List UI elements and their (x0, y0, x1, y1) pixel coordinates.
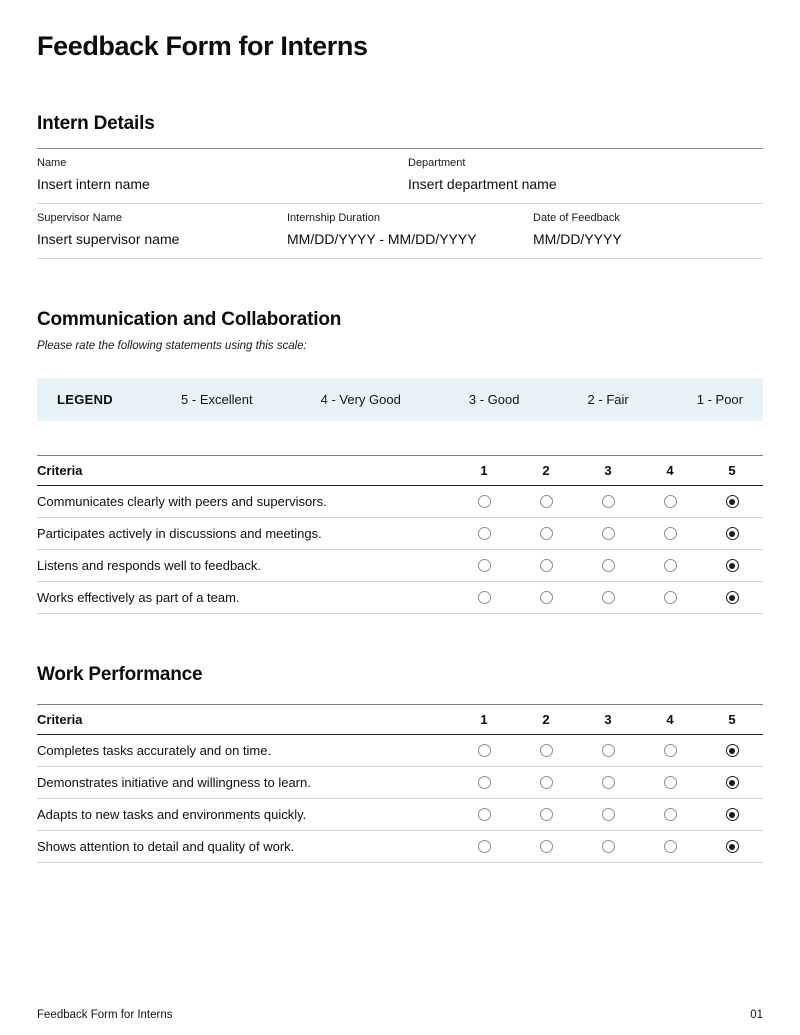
rating-radio-group (453, 495, 763, 508)
table-row (37, 486, 763, 518)
rating-radio-group (453, 808, 763, 821)
legend-item-very-good: 4 - Very Good (320, 392, 401, 407)
criteria-text: Adapts to new tasks and environments quickly. (37, 807, 307, 822)
legend-item-poor: 1 - Poor (696, 392, 743, 407)
rating-radio-1[interactable] (478, 744, 491, 757)
column-header-2: 2 (542, 463, 550, 478)
section-heading-communication: Communication and Collaboration (37, 309, 342, 330)
field-label-name: Name (37, 157, 67, 169)
rating-radio-2[interactable] (540, 744, 553, 757)
rating-radio-1[interactable] (478, 591, 491, 604)
performance-rating-table (37, 704, 763, 863)
criteria-column-header: Criteria (37, 712, 83, 727)
rating-radio-3[interactable] (602, 527, 615, 540)
criteria-text: Shows attention to detail and quality of work. (37, 839, 295, 854)
field-value-date-of-feedback[interactable]: MM/DD/YYYY (533, 231, 622, 247)
rating-radio-2[interactable] (540, 840, 553, 853)
rating-instruction: Please rate the following statements using this scale: (37, 340, 307, 352)
communication-rating-table (37, 455, 763, 614)
field-internship-duration (287, 212, 533, 247)
page-title: Feedback Form for Interns (37, 31, 368, 61)
rating-radio-5[interactable] (726, 495, 739, 508)
rating-radio-1[interactable] (478, 840, 491, 853)
rating-radio-3[interactable] (602, 591, 615, 604)
footer-page-number: 01 (750, 1009, 763, 1021)
field-value-department[interactable]: Insert department name (408, 176, 557, 192)
intern-details-row-2 (37, 204, 763, 259)
rating-radio-group (453, 840, 763, 853)
rating-radio-2[interactable] (540, 495, 553, 508)
rating-radio-5[interactable] (726, 591, 739, 604)
rating-radio-1[interactable] (478, 776, 491, 789)
field-label-supervisor-name: Supervisor Name (37, 212, 122, 224)
rating-radio-5[interactable] (726, 776, 739, 789)
criteria-text: Listens and responds well to feedback. (37, 558, 262, 573)
field-label-internship-duration: Internship Duration (287, 212, 380, 224)
criteria-text: Communicates clearly with peers and supervisors. (37, 494, 327, 509)
legend-item-fair: 2 - Fair (587, 392, 629, 407)
column-header-2: 2 (542, 712, 550, 727)
field-label-date-of-feedback: Date of Feedback (533, 212, 620, 224)
column-header-4: 4 (666, 463, 674, 478)
rating-radio-group (453, 776, 763, 789)
criteria-column-header: Criteria (37, 463, 83, 478)
column-header-1: 1 (480, 712, 488, 727)
field-value-supervisor-name[interactable]: Insert supervisor name (37, 231, 180, 247)
column-header-1: 1 (480, 463, 488, 478)
rating-radio-4[interactable] (664, 776, 677, 789)
column-header-5: 5 (728, 712, 736, 727)
rating-radio-2[interactable] (540, 808, 553, 821)
rating-radio-1[interactable] (478, 495, 491, 508)
rating-radio-5[interactable] (726, 808, 739, 821)
rating-legend (37, 378, 763, 421)
rating-radio-4[interactable] (664, 527, 677, 540)
rating-radio-1[interactable] (478, 559, 491, 572)
rating-radio-3[interactable] (602, 744, 615, 757)
rating-radio-group (453, 744, 763, 757)
table-row (37, 735, 763, 767)
rating-radio-2[interactable] (540, 591, 553, 604)
table-row (37, 799, 763, 831)
rating-radio-group (453, 527, 763, 540)
rating-radio-2[interactable] (540, 559, 553, 572)
rating-radio-3[interactable] (602, 776, 615, 789)
footer-document-title: Feedback Form for Interns (37, 1009, 173, 1021)
rating-radio-1[interactable] (478, 527, 491, 540)
table-header-row (37, 704, 763, 735)
rating-radio-group (453, 591, 763, 604)
column-header-4: 4 (666, 712, 674, 727)
table-row (37, 767, 763, 799)
field-supervisor-name (37, 212, 287, 247)
legend-item-good: 3 - Good (468, 392, 520, 407)
table-row (37, 518, 763, 550)
section-heading-intern-details: Intern Details (37, 113, 763, 149)
rating-radio-4[interactable] (664, 840, 677, 853)
rating-radio-2[interactable] (540, 527, 553, 540)
field-value-name[interactable]: Insert intern name (37, 176, 150, 192)
rating-radio-4[interactable] (664, 744, 677, 757)
legend-label: LEGEND (57, 392, 113, 407)
legend-item-excellent: 5 - Excellent (181, 392, 253, 407)
field-date-of-feedback (533, 212, 763, 247)
rating-column-headers (453, 712, 763, 727)
rating-radio-4[interactable] (664, 495, 677, 508)
field-label-department: Department (408, 157, 466, 169)
rating-radio-3[interactable] (602, 559, 615, 572)
criteria-text: Demonstrates initiative and willingness to learn. (37, 775, 311, 790)
rating-radio-5[interactable] (726, 527, 739, 540)
rating-radio-1[interactable] (478, 808, 491, 821)
criteria-text: Participates actively in discussions and meetings. (37, 526, 322, 541)
criteria-text: Completes tasks accurately and on time. (37, 743, 272, 758)
table-header-row (37, 455, 763, 486)
column-header-3: 3 (604, 463, 612, 478)
rating-radio-4[interactable] (664, 808, 677, 821)
rating-radio-3[interactable] (602, 495, 615, 508)
rating-radio-5[interactable] (726, 840, 739, 853)
table-row (37, 582, 763, 614)
field-department (408, 157, 763, 192)
criteria-text: Works effectively as part of a team. (37, 590, 240, 605)
column-header-5: 5 (728, 463, 736, 478)
rating-column-headers (453, 463, 763, 478)
rating-radio-5[interactable] (726, 744, 739, 757)
column-header-3: 3 (604, 712, 612, 727)
rating-radio-3[interactable] (602, 840, 615, 853)
section-heading-work-performance: Work Performance (37, 664, 203, 685)
table-row (37, 550, 763, 582)
rating-radio-group (453, 559, 763, 572)
rating-radio-5[interactable] (726, 559, 739, 572)
field-value-internship-duration[interactable]: MM/DD/YYYY - MM/DD/YYYY (287, 231, 477, 247)
page-footer (37, 1009, 763, 1021)
intern-details-row-1 (37, 149, 763, 204)
rating-radio-4[interactable] (664, 559, 677, 572)
table-row (37, 831, 763, 863)
rating-radio-4[interactable] (664, 591, 677, 604)
field-name (37, 157, 408, 192)
rating-radio-3[interactable] (602, 808, 615, 821)
rating-radio-2[interactable] (540, 776, 553, 789)
